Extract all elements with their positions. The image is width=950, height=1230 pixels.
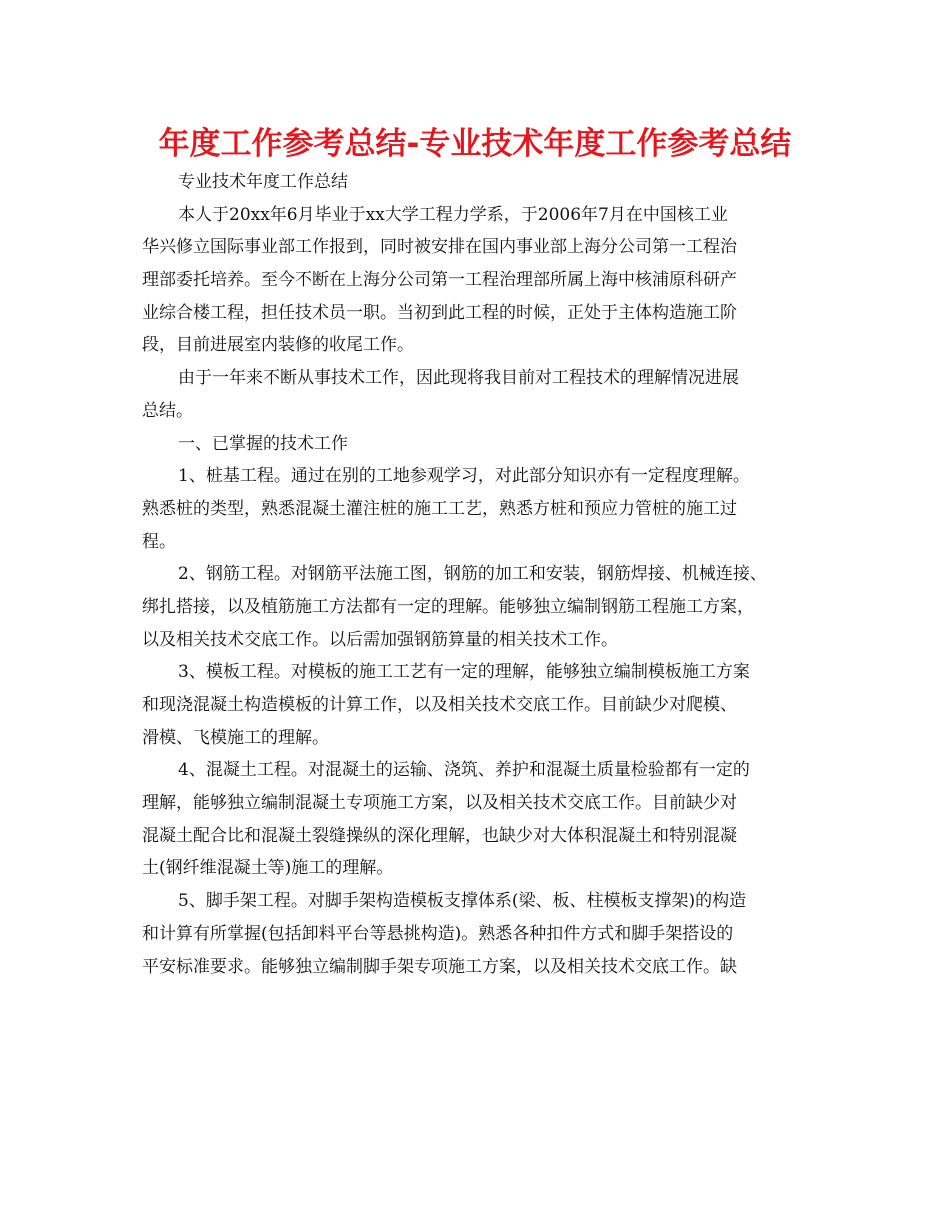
text-line: 1、桩基工程。通过在别的工地参观学习，对此部分知识亦有一定程度理解。 [178, 466, 750, 487]
text-line: 土(钢纤维混凝土等)施工的理解。 [142, 858, 394, 879]
text-line: 3、模板工程。对模板的施工工艺有一定的理解，能够独立编制模板施工方案 [178, 662, 750, 683]
text-line: 和现浇混凝土构造模板的计算工作，以及相关技术交底工作。目前缺少对爬模、 [142, 695, 737, 715]
text-line: 绑扎搭接，以及植筋施工方法都有一定的理解。能够独立编制钢筋工程施工方案， [142, 596, 754, 617]
text-line: 理解，能够独立编制混凝土专项施工方案，以及相关技术交底工作。目前缺少对 [142, 793, 737, 814]
text-line: 华兴修立国际事业部工作报到，同时被安排在国内事业部上海分公司第一工程治 [142, 237, 737, 258]
document-body [142, 166, 814, 983]
text-line: 段，目前进展室内装修的收尾工作。 [142, 335, 414, 356]
text-line: 一、已掌握的技术工作 [178, 433, 348, 454]
text-line: 本人于20xx年6月毕业于xx大学工程力学系，于2006年7月在中国核工业 [178, 204, 728, 225]
text-line: 滑模、飞模施工的理解。 [142, 727, 329, 748]
text-line: 熟悉桩的类型，熟悉混凝土灌注桩的施工工艺，熟悉方桩和预应力管桩的施工过 [142, 498, 737, 519]
text-line: 和计算有所掌握(包括卸料平台等悬挑构造)。熟悉各种扣件方式和脚手架搭设的 [142, 923, 734, 944]
document-title: 年度工作参考总结-专业技术年度工作参考总结 [158, 126, 792, 162]
text-line: 程。 [142, 531, 176, 552]
text-line: 专业技术年度工作总结 [178, 172, 348, 192]
text-line: 由于一年来不断从事技术工作，因此现将我目前对工程技术的理解情况进展 [178, 368, 739, 389]
text-line: 混凝土配合比和混凝土裂缝操纵的深化理解，也缺少对大体积混凝土和特别混凝 [142, 825, 737, 846]
text-line: 以及相关技术交底工作。以后需加强钢筋算量的相关技术工作。 [142, 629, 618, 650]
text-line: 2、钢筋工程。对钢筋平法施工图，钢筋的加工和安装，钢筋焊接、机械连接、 [178, 564, 767, 585]
text-line: 平安标准要求。能够独立编制脚手架专项施工方案，以及相关技术交底工作。缺 [142, 956, 737, 977]
text-line: 4、混凝土工程。对混凝土的运输、浇筑、养护和混凝土质量检验都有一定的 [178, 760, 750, 781]
text-line: 5、脚手架工程。对脚手架构造模板支撑体系(梁、板、柱模板支撑架)的构造 [178, 891, 747, 912]
text-line: 理部委托培养。至今不断在上海分公司第一工程治理部所属上海中核浦原科研产 [142, 270, 737, 291]
text-line: 业综合楼工程，担任技术员一职。当初到此工程的时候，正处于主体构造施工阶 [142, 302, 737, 323]
text-line: 总结。 [142, 400, 193, 421]
